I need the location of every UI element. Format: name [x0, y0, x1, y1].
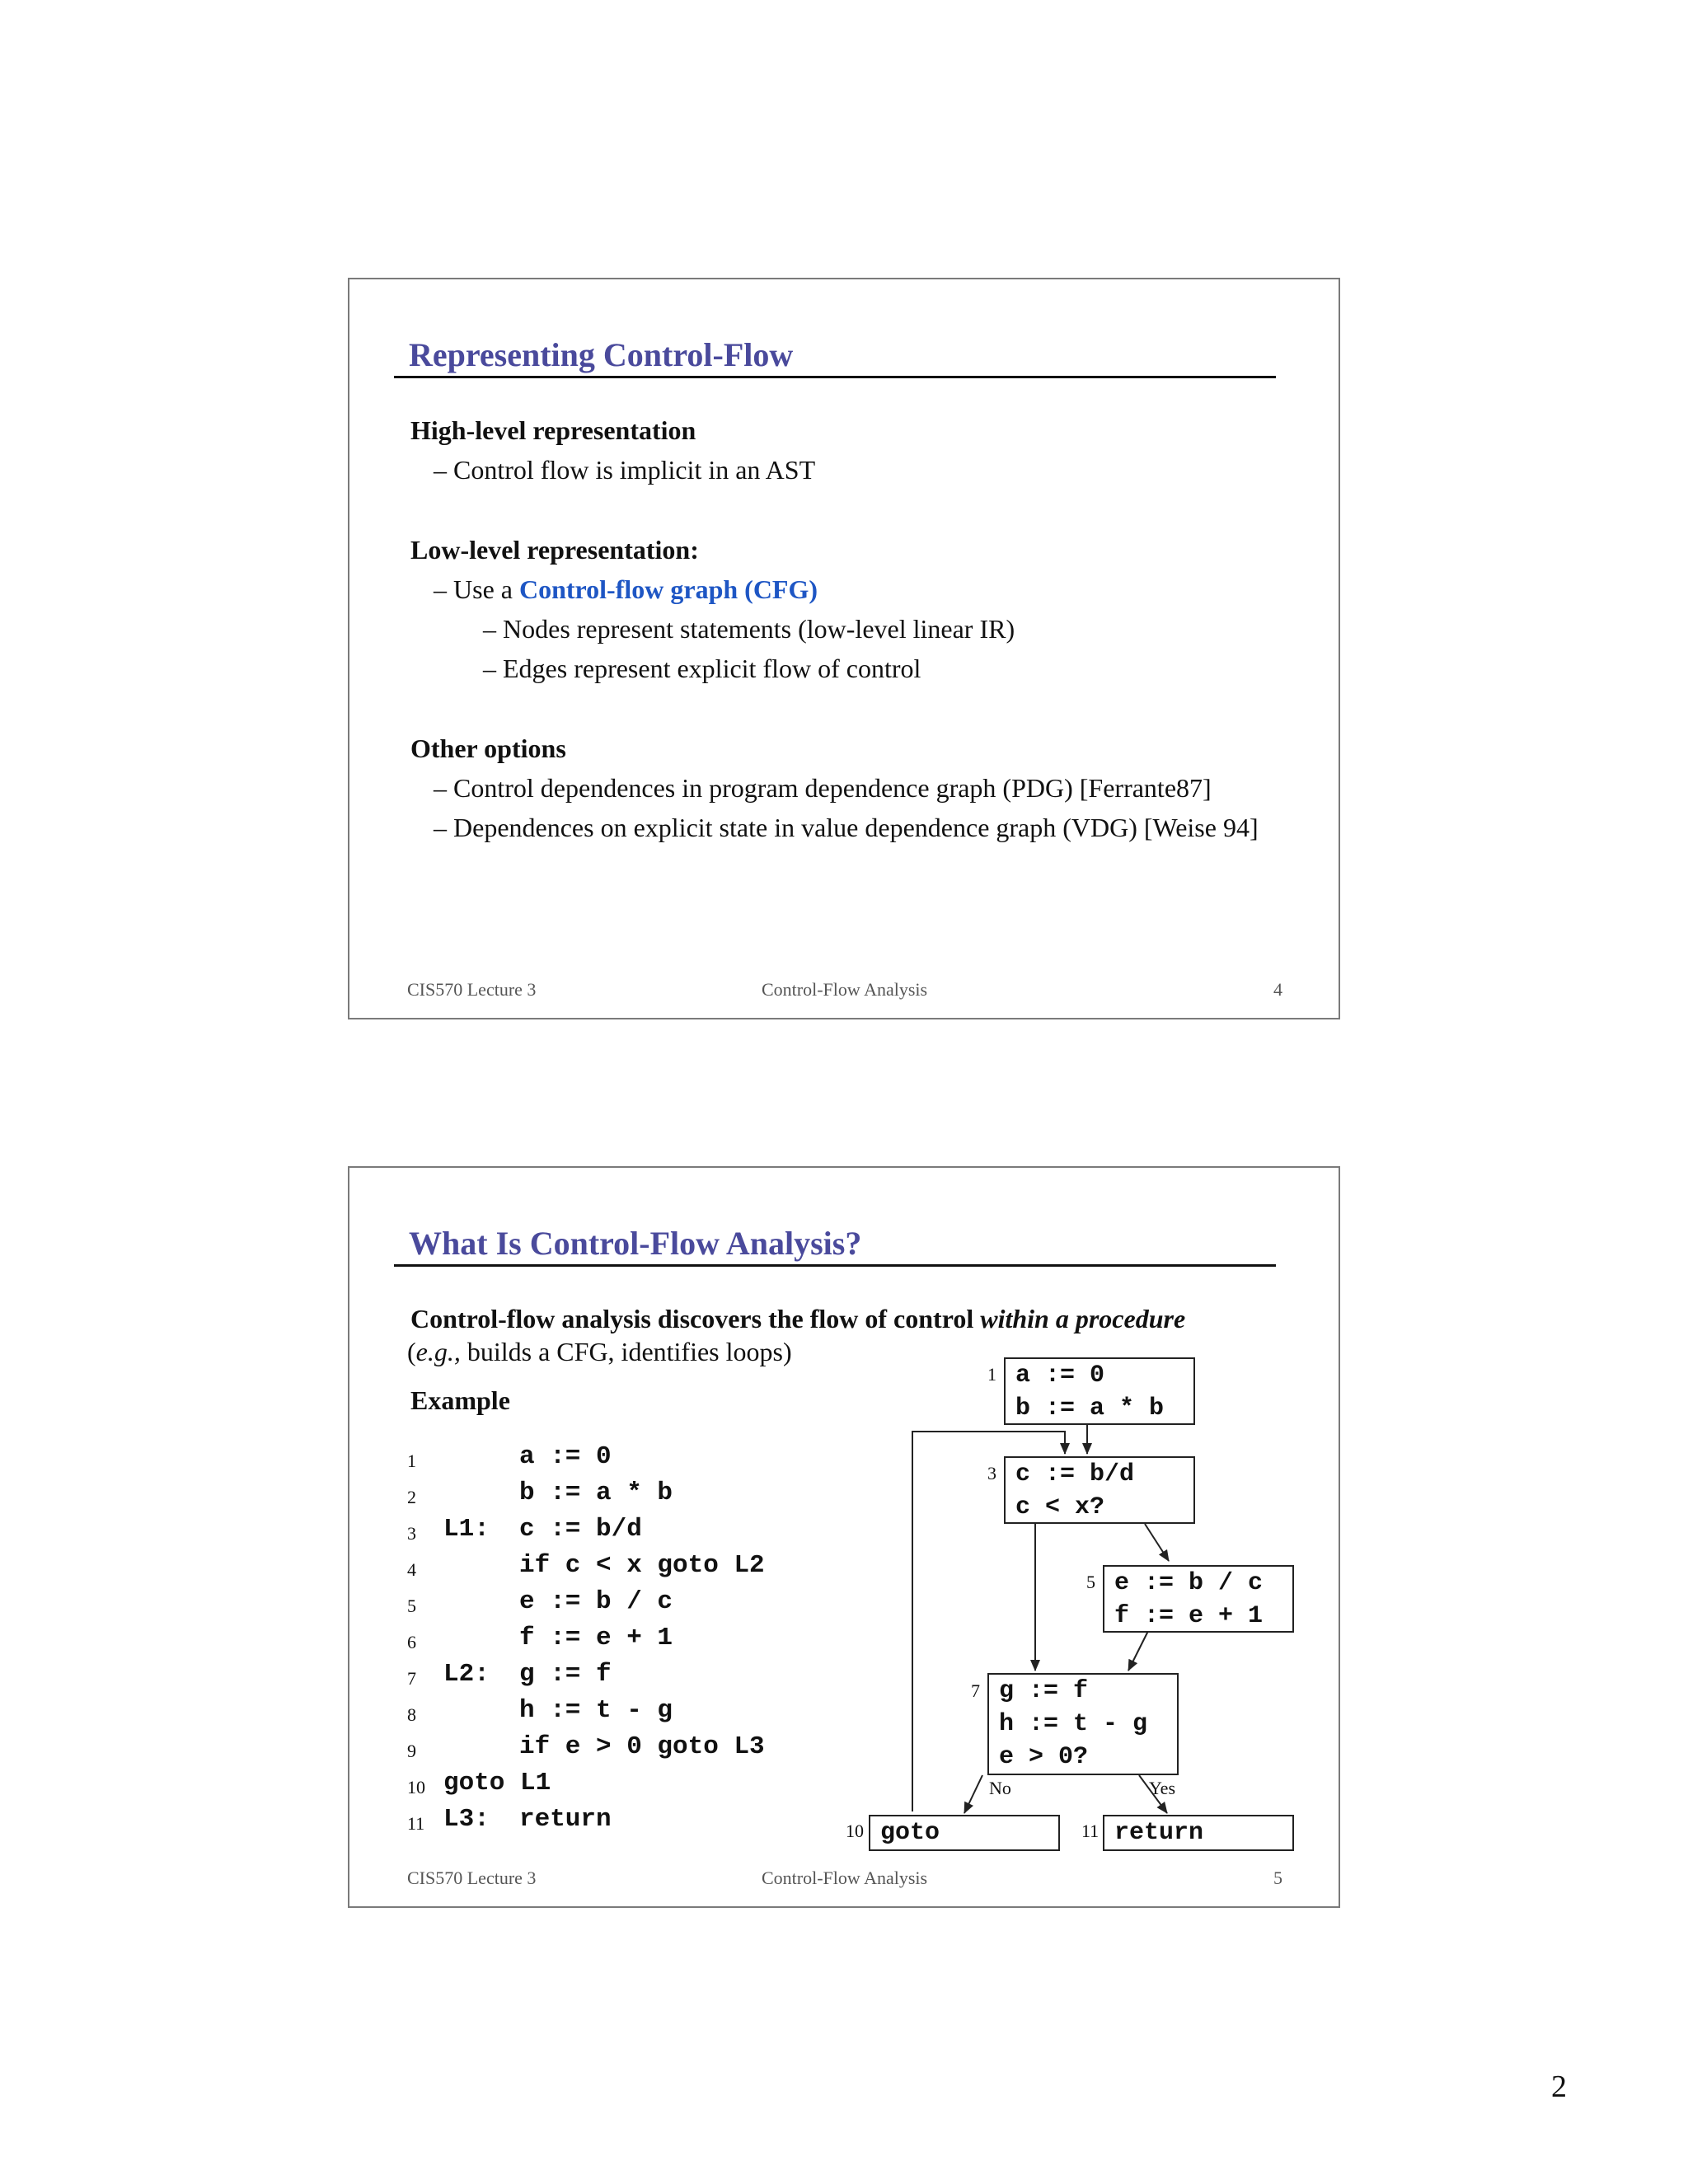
- code-label: goto L1: [443, 1769, 551, 1797]
- code-statement: g := f: [519, 1660, 612, 1689]
- bullet-pdg: – Control dependences in program dependence graph (PDG) [Ferrante87]: [434, 773, 1212, 803]
- code-statement: e := b / c: [519, 1587, 673, 1616]
- node-number: 1: [987, 1364, 996, 1385]
- bullet-vdg: – Dependences on explicit state in value dependence graph (VDG) [Weise 94]: [434, 813, 1259, 842]
- node-number: 10: [846, 1821, 864, 1841]
- code-statement: h := t - g: [519, 1696, 673, 1725]
- line-number: 4: [407, 1559, 416, 1580]
- section-heading-high-level: High-level representation: [410, 415, 696, 445]
- subbullet-nodes: – Nodes represent statements (low-level linear IR): [483, 614, 1015, 644]
- node-line: b := a * b: [1015, 1394, 1165, 1422]
- lead-italic: within a procedure: [980, 1304, 1186, 1333]
- section-heading-low-level: Low-level representation:: [410, 535, 699, 565]
- edge-7-to-10: [964, 1775, 982, 1813]
- slide-title: Representing Control-Flow: [409, 336, 794, 373]
- footer-topic: Control-Flow Analysis: [762, 979, 928, 1000]
- subbullet-edges: – Edges represent explicit flow of control: [483, 654, 921, 683]
- sub-italic: e.g.,: [415, 1337, 461, 1366]
- node-line: return: [1114, 1819, 1204, 1847]
- cfg-node-1: [1004, 1357, 1195, 1425]
- code-statement: if c < x goto L2: [519, 1551, 765, 1580]
- footer-course: CIS570 Lecture 3: [407, 979, 537, 1000]
- branch-label-no: No: [989, 1778, 1011, 1798]
- sub-rest: builds a CFG, identifies loops): [460, 1337, 792, 1366]
- line-number: 6: [407, 1632, 416, 1652]
- node-line: c < x?: [1015, 1493, 1105, 1521]
- lead-bold: Control-flow analysis discovers the flow of control: [410, 1304, 981, 1333]
- line-number: 10: [407, 1777, 425, 1797]
- edge-3-to-5: [1145, 1524, 1169, 1561]
- bullet-cfg-prefix: – Use a: [434, 574, 519, 604]
- cfg-node-5: [1103, 1565, 1294, 1633]
- edge-5-to-7: [1128, 1631, 1148, 1671]
- line-number: 5: [407, 1596, 416, 1616]
- footer-slide-number: 4: [1273, 979, 1282, 1000]
- sub-open: (: [407, 1337, 416, 1366]
- footer-slide-number: 5: [1273, 1868, 1282, 1888]
- node-number: 11: [1081, 1821, 1100, 1841]
- line-number: 3: [407, 1523, 416, 1544]
- code-statement: c := b/d: [519, 1515, 642, 1544]
- section-heading-other-options: Other options: [410, 733, 566, 763]
- bullet-cfg: [434, 574, 818, 605]
- line-number: 11: [407, 1813, 425, 1834]
- node-line: c := b/d: [1015, 1460, 1135, 1488]
- line-number: 9: [407, 1741, 416, 1761]
- slide-title: What Is Control-Flow Analysis?: [409, 1225, 862, 1262]
- line-number: 2: [407, 1487, 416, 1507]
- code-label: L1:: [443, 1515, 490, 1544]
- node-number: 3: [987, 1463, 996, 1483]
- node-number: 5: [1086, 1572, 1095, 1592]
- cfg-node-10: [869, 1815, 1060, 1851]
- node-line: h := t - g: [999, 1710, 1148, 1738]
- bullet-ast: – Control flow is implicit in an AST: [434, 455, 816, 485]
- cfg-node-3: [1004, 1456, 1195, 1524]
- code-statement: return: [519, 1805, 612, 1834]
- cfg-highlight: Control-flow graph (CFG): [518, 574, 818, 604]
- slide-what-is-control-flow-analysis: [348, 1166, 1340, 1908]
- cfg-edges: [349, 1168, 1339, 1906]
- node-line: f := e + 1: [1114, 1602, 1264, 1630]
- code-statement: f := e + 1: [519, 1624, 673, 1652]
- node-line: g := f: [999, 1677, 1089, 1705]
- node-line: a := 0: [1015, 1361, 1105, 1390]
- example-heading: Example: [410, 1385, 510, 1415]
- line-number: 1: [407, 1451, 416, 1471]
- node-line: goto: [880, 1819, 940, 1847]
- code-label: L3:: [443, 1805, 490, 1834]
- code-label: L2:: [443, 1660, 490, 1689]
- code-statement: if e > 0 goto L3: [519, 1732, 765, 1761]
- code-statement: b := a * b: [519, 1479, 673, 1507]
- cfg-node-7: [987, 1673, 1179, 1775]
- footer-course: CIS570 Lecture 3: [407, 1868, 537, 1888]
- node-line: e > 0?: [999, 1743, 1089, 1771]
- cfg-node-11: [1103, 1815, 1294, 1851]
- line-number: 7: [407, 1668, 416, 1689]
- branch-label-yes: Yes: [1149, 1778, 1176, 1798]
- node-line: e := b / c: [1114, 1569, 1264, 1597]
- code-statement: a := 0: [519, 1442, 612, 1471]
- node-number: 7: [971, 1680, 980, 1701]
- slide-representing-control-flow: [348, 278, 1340, 1019]
- title-underline: [394, 376, 1276, 378]
- page-number: 2: [1551, 2069, 1567, 2104]
- line-number: 8: [407, 1704, 416, 1725]
- footer-topic: Control-Flow Analysis: [762, 1868, 928, 1888]
